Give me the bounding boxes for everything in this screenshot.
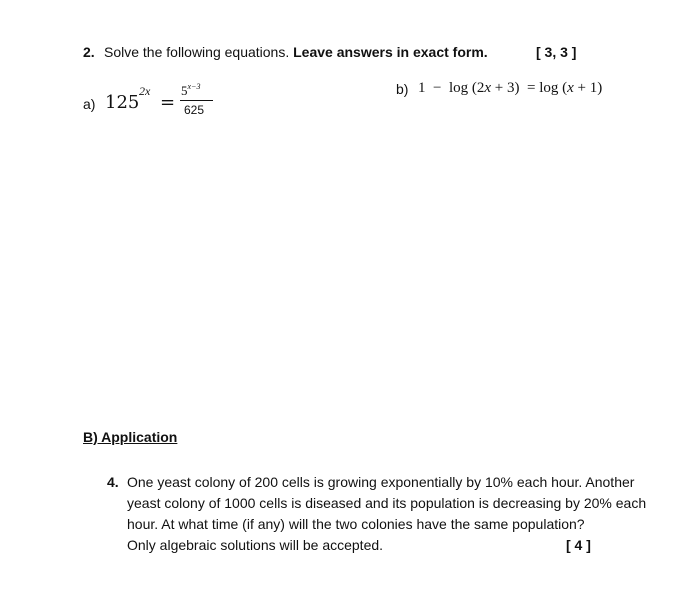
question-4-line-3: hour. At what time (if any) will the two colonies have the same population?: [127, 516, 585, 532]
question-4-line-4: Only algebraic solutions will be accepted.: [127, 537, 384, 553]
section-b-heading: B) Application: [83, 429, 178, 445]
question-2-instruction-text: Solve the following equations.: [104, 44, 290, 60]
part-a-exponent: 2x: [139, 84, 151, 98]
part-a-label: a): [83, 96, 96, 112]
part-a-base: 125: [105, 92, 140, 113]
question-4-line-2: yeast colony of 1000 cells is diseased and its population is decreasing by 20% each: [127, 495, 647, 511]
part-b-equation: [418, 80, 602, 97]
question-2-instruction-bold: Leave answers in exact form.: [293, 44, 488, 60]
question-2-marks: [ 3, 3 ]: [536, 44, 577, 60]
part-b-lead: 1 − log (2: [418, 80, 485, 96]
part-a-numerator-exponent: x−3: [187, 82, 201, 91]
part-b-var-1: x: [484, 80, 492, 96]
part-a-numerator: [181, 82, 200, 99]
part-a-equals: =: [160, 92, 176, 113]
question-4-number: 4.: [107, 474, 119, 490]
part-b-var-2: x: [567, 80, 574, 96]
part-a-numerator-base: 5: [181, 83, 188, 98]
question-2-number: 2.: [83, 44, 95, 60]
part-b-tail: + 1): [573, 80, 603, 96]
part-b-label: b): [396, 81, 409, 97]
part-a-denominator: 625: [184, 103, 205, 117]
question-2-instruction: [104, 44, 488, 60]
part-b-mid: + 3) = log (: [491, 80, 568, 96]
question-4-line-1: One yeast colony of 200 cells is growing exponentially by 10% each hour. Another: [127, 474, 635, 490]
question-4-marks: [ 4 ]: [566, 537, 591, 553]
part-a-fraction-bar: [180, 100, 213, 101]
